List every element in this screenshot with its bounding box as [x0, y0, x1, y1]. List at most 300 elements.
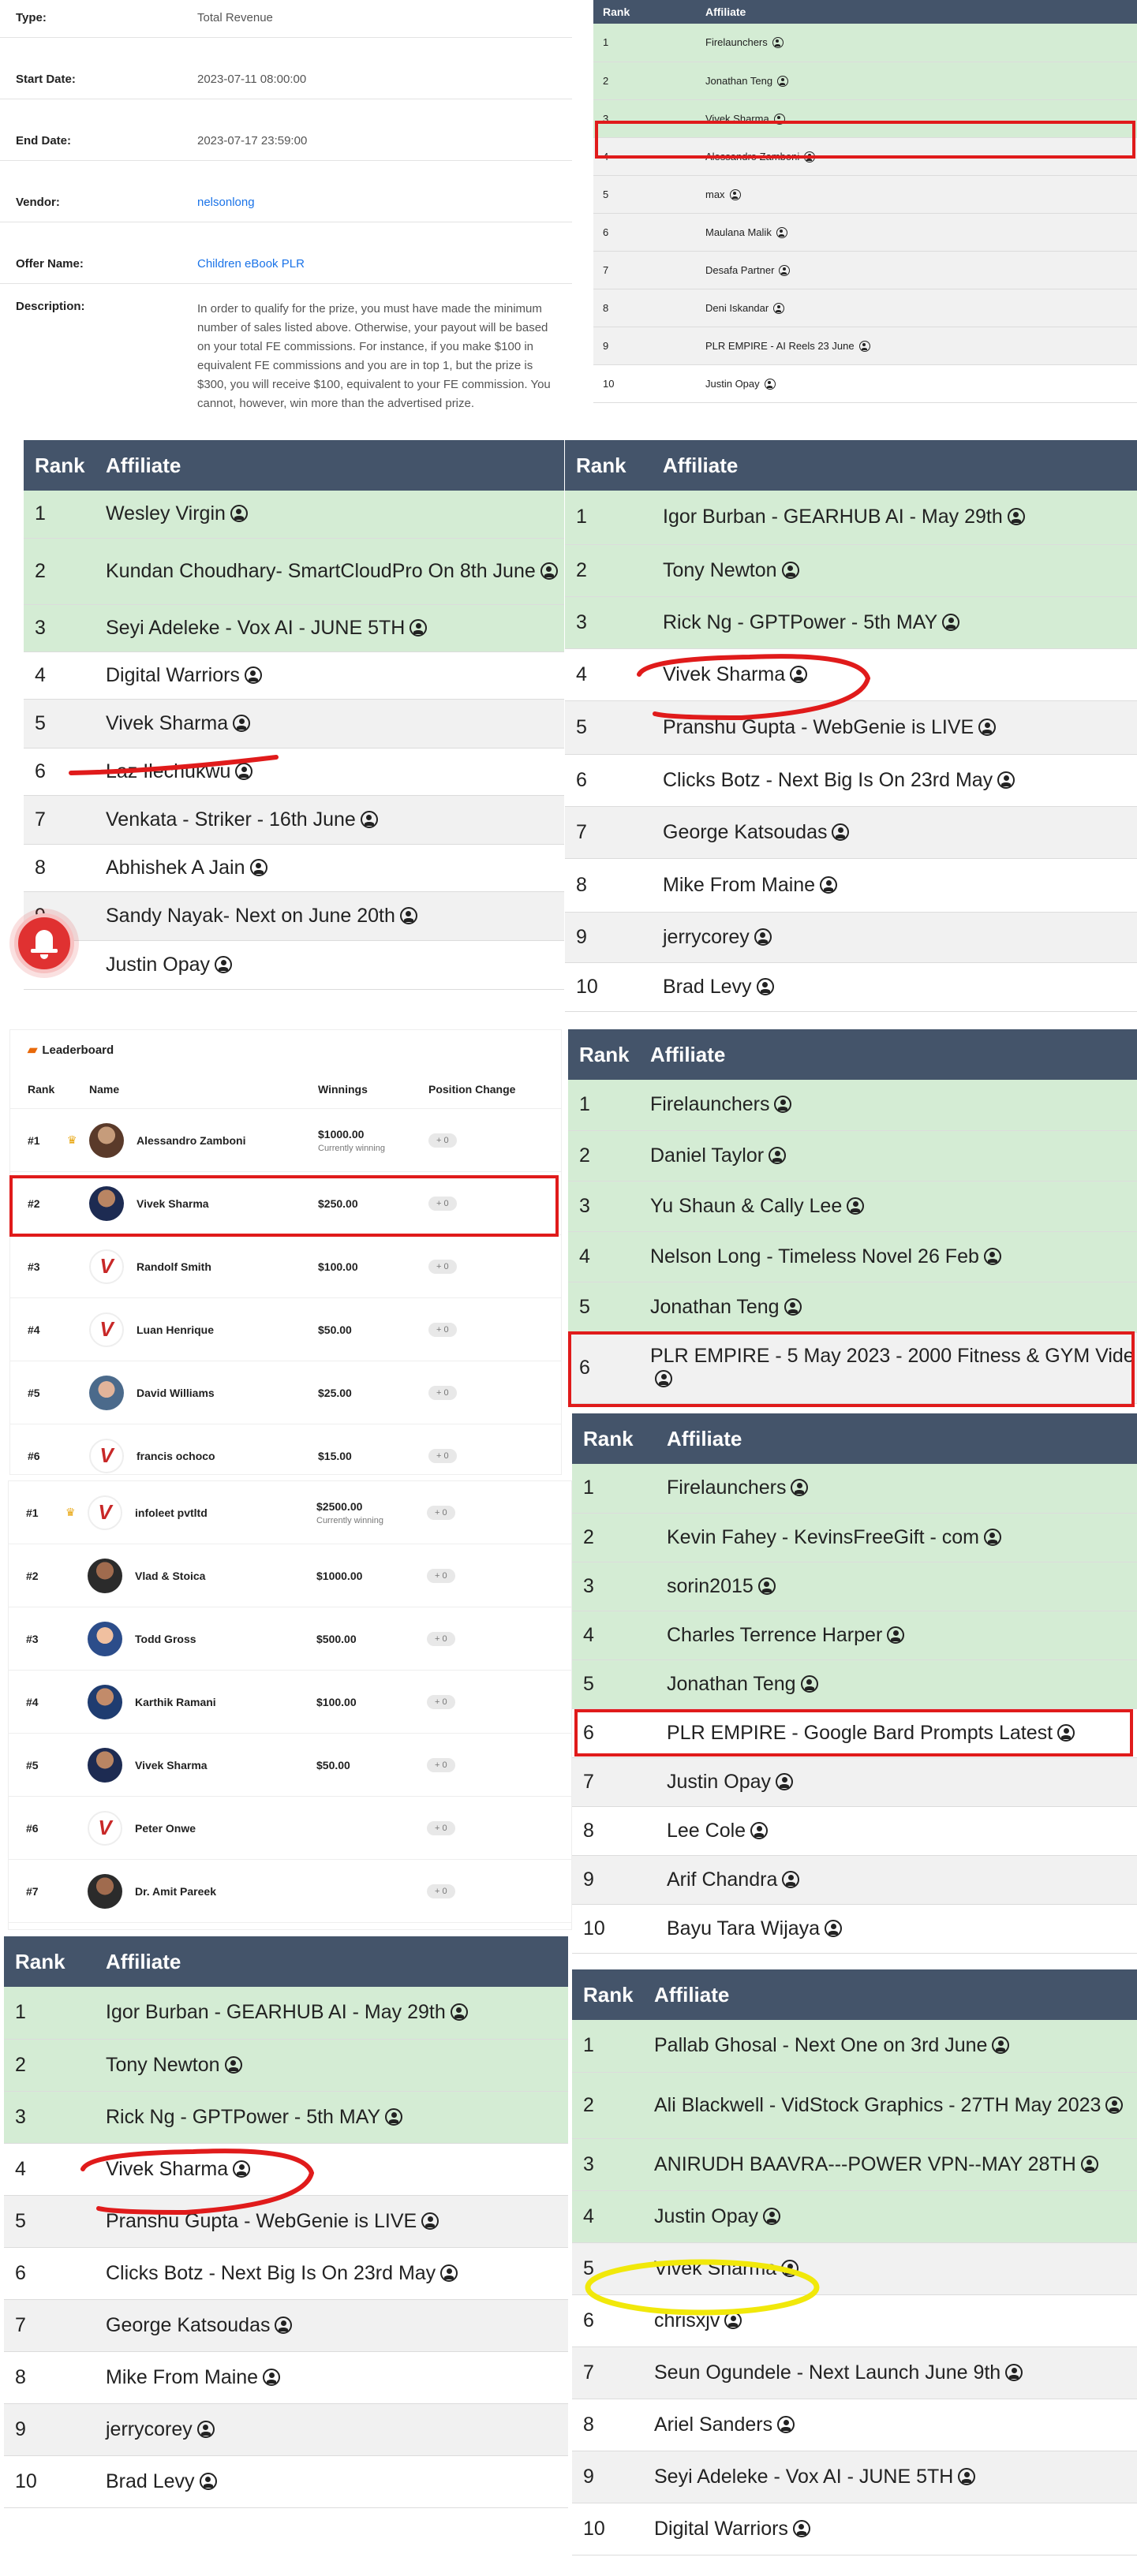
rank-cell: 8 [565, 858, 652, 912]
rank-cell: 1 [568, 1080, 639, 1130]
winnings-cell [318, 1387, 428, 1399]
user-circle-icon [942, 614, 959, 631]
user-circle-icon [978, 719, 996, 736]
name-cell [88, 1559, 316, 1593]
affiliate-header: Affiliate [95, 1936, 568, 1987]
detail-row-description: Description: In order to qualify for the prize, you must have made the minimum number of sales listed above. Otherwise, your payout will be based on your total FE commissions. For instance, if you make $100 in equivalent FE commissions and you are in top 1, but the prize is $300, you will receive $100, equivalent to your FE commission. You cannot, however, win more than the advertised prize. [16, 300, 551, 410]
winnings-value: $15.00 [318, 1449, 352, 1462]
rank-cell: 1 [593, 24, 696, 62]
rank-cell: 10 [593, 364, 696, 402]
table-row [568, 1282, 1137, 1332]
affiliate-name: Vivek Sharma [705, 112, 769, 125]
user-circle-icon [215, 956, 232, 973]
name-cell [88, 1748, 316, 1783]
user-circle-icon [781, 2260, 799, 2277]
table-row [593, 251, 1137, 289]
table-row [4, 2299, 568, 2351]
winnings-value: $50.00 [316, 1758, 350, 1771]
user-circle-icon [763, 2208, 780, 2225]
table-row [565, 491, 1137, 544]
rank-header: Rank [24, 440, 95, 491]
table-row [4, 1987, 568, 2039]
affiliate-name: Mike From Maine [106, 2365, 259, 2388]
detail-row-start-date: Start Date: 2023-07-11 08:00:00 [0, 38, 572, 99]
rank-cell: #3 [28, 1260, 40, 1273]
affiliate-cell [652, 491, 1137, 544]
user-circle-icon [1081, 2156, 1098, 2173]
table-row [565, 858, 1137, 912]
winnings-cell [316, 1500, 427, 1525]
table-row [568, 1130, 1137, 1181]
rank-cell: 8 [24, 844, 95, 891]
affiliate-cell [696, 213, 1137, 251]
user-circle-icon [1008, 508, 1025, 525]
user-circle-icon [451, 2003, 468, 2021]
user-circle-icon [820, 876, 837, 894]
rank-header: Rank [572, 1969, 643, 2020]
affiliate-name: Arif Chandra [667, 1868, 778, 1891]
table-row [593, 62, 1137, 99]
rank-cell: #4 [26, 1695, 39, 1708]
table-row [24, 604, 564, 651]
detail-row-end-date: End Date: 2023-07-17 23:59:00 [0, 99, 572, 161]
affiliate-cell [656, 1855, 1137, 1904]
rank-cell: 3 [568, 1181, 639, 1231]
affiliate-cell [643, 2451, 1137, 2503]
avatar [89, 1376, 124, 1410]
rank-cell: 7 [24, 795, 95, 844]
table-row [24, 748, 564, 795]
rank-cell: 3 [4, 2091, 95, 2143]
currently-winning-label: Currently winning [318, 1143, 385, 1153]
rank-cell: 3 [565, 596, 652, 648]
leaderboard-card-2 [8, 1480, 572, 1930]
table-row [572, 2072, 1137, 2138]
rank-cell: 3 [593, 99, 696, 137]
name-cell [89, 1312, 318, 1347]
affiliate-name: Desafa Partner [705, 263, 775, 276]
affiliate-cell [656, 1659, 1137, 1708]
affiliate-cell [652, 806, 1137, 858]
affiliate-cell [643, 2138, 1137, 2190]
rank-cell: 4 [4, 2143, 95, 2195]
affiliate-name: Justin Opay [667, 1770, 772, 1793]
table-row [572, 1904, 1137, 1953]
table-row [565, 806, 1137, 858]
member-name: Alessandro Zamboni [137, 1133, 246, 1147]
table-row [565, 962, 1137, 1011]
rank-cell: 5 [565, 700, 652, 754]
affiliate-name: Justin Opay [654, 2205, 759, 2227]
affiliate-name: Vivek Sharma [106, 711, 229, 734]
affiliate-cell [95, 491, 564, 538]
rank-cell: 7 [593, 251, 696, 289]
affiliate-cell [656, 1757, 1137, 1806]
affiliate-name: Igor Burban - GEARHUB AI - May 29th [106, 2001, 446, 2024]
avatar [89, 1123, 124, 1158]
member-name: francis ochoco [137, 1449, 215, 1462]
rank-cell: 2 [593, 62, 696, 99]
table-row [572, 1757, 1137, 1806]
affiliate-header: Affiliate [656, 1413, 1137, 1464]
rank-header: Rank [4, 1936, 95, 1987]
user-circle-icon [791, 1479, 808, 1496]
user-circle-icon [410, 619, 427, 637]
affiliate-name: Ariel Sanders [654, 2413, 773, 2436]
table-row [24, 651, 564, 699]
affiliate-cell [95, 748, 564, 795]
user-circle-icon [230, 505, 248, 522]
position-change-cell [427, 1505, 571, 1520]
highlight-box-plr-empire-2 [574, 1709, 1133, 1757]
member-name: Peter Onwe [135, 1821, 196, 1835]
winnings-value: $250.00 [318, 1197, 358, 1210]
leaderboard-columns: Rank Name Winnings Position Change [10, 1070, 561, 1109]
affiliate-cell [696, 24, 1137, 62]
position-change-badge: + 0 [427, 1884, 455, 1898]
user-circle-icon [724, 2312, 742, 2329]
table-row [572, 2294, 1137, 2346]
name-cell [89, 1123, 318, 1158]
table-row [565, 754, 1137, 806]
affiliate-name: Rick Ng - GPTPower - 5th MAY [663, 610, 938, 633]
affiliate-name: Clicks Botz - Next Big Is On 23rd May [663, 768, 993, 791]
rank-cell: 4 [565, 648, 652, 700]
rank-cell: #4 [28, 1323, 40, 1336]
user-circle-icon [859, 341, 870, 352]
rank-cell: #6 [26, 1821, 39, 1835]
leaderboard-row [10, 1235, 561, 1298]
table-row [4, 2351, 568, 2403]
position-change-badge: + 0 [427, 1569, 455, 1583]
affiliate-name: George Katsoudas [106, 2313, 271, 2336]
winnings-value: $2500.00 [316, 1499, 363, 1513]
name-cell [89, 1249, 318, 1284]
highlight-box-vivek [595, 121, 1135, 159]
rank-cell: 10 [572, 2503, 643, 2555]
user-circle-icon [233, 715, 250, 732]
table-row [568, 1080, 1137, 1130]
rank-cell: 6 [568, 1332, 639, 1403]
user-circle-icon [250, 859, 267, 876]
table-row [568, 1181, 1137, 1231]
rank-cell: 5 [568, 1282, 639, 1332]
user-circle-icon [832, 823, 849, 841]
rank-cell: 10 [4, 2455, 95, 2507]
table-row [593, 327, 1137, 364]
detail-row-vendor: Vendor: nelsonlong [0, 161, 572, 222]
table-row [565, 648, 1137, 700]
position-change-cell [427, 1883, 571, 1898]
rank-header: Rank [568, 1029, 639, 1080]
leaderboard-table-c [565, 440, 1137, 1025]
position-change-badge: + 0 [427, 1506, 455, 1520]
rank-cell: 6 [4, 2247, 95, 2299]
winnings-value: $100.00 [318, 1260, 358, 1273]
affiliate-name: Vivek Sharma [654, 2257, 777, 2279]
notification-bell-icon[interactable] [14, 913, 74, 973]
affiliate-cell [652, 858, 1137, 912]
user-circle-icon [958, 2468, 975, 2485]
user-circle-icon [772, 37, 784, 48]
position-change-cell [428, 1385, 561, 1400]
affiliate-name: Pranshu Gupta - WebGenie is LIVE [663, 715, 974, 738]
affiliate-cell [639, 1231, 1137, 1282]
affiliate-cell [652, 648, 1137, 700]
affiliate-name: Ali Blackwell - VidStock Graphics - 27TH May 2023 [654, 2093, 1101, 2116]
affiliate-cell [652, 754, 1137, 806]
position-change-badge: + 0 [427, 1758, 455, 1772]
affiliate-name: Seun Ogundele - Next Launch June 9th [654, 2361, 1001, 2384]
avatar: V [89, 1312, 124, 1347]
user-circle-icon [225, 2056, 242, 2074]
affiliate-cell [95, 2403, 568, 2455]
rank-cell: 6 [572, 1708, 656, 1757]
affiliate-name: Wesley Virgin [106, 502, 226, 525]
user-circle-icon [757, 978, 774, 995]
table-row [565, 544, 1137, 596]
affiliate-cell [696, 251, 1137, 289]
affiliate-name: Kevin Fahey - KevinsFreeGift - com [667, 1525, 979, 1548]
user-circle-icon [730, 189, 741, 200]
position-change-cell [427, 1820, 571, 1835]
user-circle-icon [200, 2473, 217, 2490]
affiliate-cell [643, 2294, 1137, 2346]
affiliate-header: Affiliate [639, 1029, 1137, 1080]
member-name: David Williams [137, 1386, 215, 1399]
rank-cell: 9 [572, 2451, 643, 2503]
avatar: V [89, 1439, 124, 1473]
avatar [88, 1685, 122, 1719]
affiliate-cell [95, 795, 564, 844]
rank-cell: #2 [28, 1197, 40, 1210]
user-circle-icon [245, 666, 262, 684]
affiliate-name: sorin2015 [667, 1574, 754, 1597]
affiliate-cell [95, 2299, 568, 2351]
table-row [572, 2242, 1137, 2294]
rank-cell: 6 [572, 2294, 643, 2346]
affiliate-name: Mike From Maine [663, 873, 816, 896]
affiliate-name: Seyi Adeleke - Vox AI - JUNE 5TH [654, 2465, 954, 2488]
affiliate-cell [95, 1987, 568, 2039]
affiliate-cell [643, 2242, 1137, 2294]
name-cell [89, 1376, 318, 1410]
avatar [88, 1748, 122, 1783]
rank-cell: 5 [24, 699, 95, 748]
table-row [4, 2039, 568, 2091]
affiliate-name: ANIRUDH BAAVRA---POWER VPN--MAY 28TH [654, 2152, 1076, 2175]
position-change-cell [428, 1322, 561, 1337]
affiliate-cell [639, 1130, 1137, 1181]
affiliate-cell [95, 699, 564, 748]
rank-cell: #2 [26, 1569, 39, 1582]
affiliate-name: Sandy Nayak- Next on June 20th [106, 904, 395, 927]
affiliate-name: chrisxjv [654, 2309, 720, 2331]
user-circle-icon [793, 2520, 810, 2537]
table-row [24, 844, 564, 891]
position-change-badge: + 0 [427, 1821, 455, 1835]
affiliate-cell [95, 538, 564, 604]
user-circle-icon [233, 2160, 250, 2178]
affiliate-name: Jonathan Teng [650, 1295, 780, 1318]
rank-cell: 1 [572, 2020, 643, 2072]
table-row [4, 2143, 568, 2195]
user-circle-icon [776, 227, 787, 238]
affiliate-name: Firelaunchers [650, 1093, 770, 1116]
leaderboard-table-b [24, 440, 564, 1025]
affiliate-cell [95, 2039, 568, 2091]
affiliate-cell [696, 175, 1137, 213]
position-change-badge: + 0 [428, 1449, 457, 1463]
user-circle-icon [765, 379, 776, 390]
avatar: V [88, 1811, 122, 1846]
rank-cell: 4 [593, 137, 696, 175]
member-name: Todd Gross [135, 1632, 196, 1645]
affiliate-cell [95, 940, 564, 989]
rank-cell: 7 [572, 2346, 643, 2399]
table-row [572, 1659, 1137, 1708]
table-row [572, 1611, 1137, 1659]
affiliate-name: Nelson Long - Timeless Novel 26 Feb [650, 1245, 979, 1267]
affiliate-cell [95, 891, 564, 940]
highlight-box-plr-empire [568, 1331, 1135, 1407]
affiliate-name: PLR EMPIRE - AI Reels 23 June [705, 339, 855, 352]
table-row [572, 1513, 1137, 1562]
winnings-cell [316, 1696, 427, 1708]
affiliate-name: Seyi Adeleke - Vox AI - JUNE 5TH [106, 616, 406, 639]
table-row [572, 1562, 1137, 1611]
affiliate-name: Laz Ilechukwu [106, 760, 231, 782]
name-cell [88, 1622, 316, 1656]
affiliate-name: Lee Cole [667, 1819, 746, 1842]
affiliate-cell [95, 2195, 568, 2247]
table-row [24, 940, 564, 989]
leaderboard-row [9, 1860, 571, 1923]
currently-winning-label: Currently winning [316, 1515, 383, 1525]
leaderboard-table-e [572, 1413, 1137, 1958]
user-circle-icon [776, 1773, 793, 1790]
user-circle-icon [984, 1248, 1001, 1265]
affiliate-name: max [705, 188, 725, 200]
affiliate-name: jerrycorey [663, 925, 750, 948]
winnings-cell [318, 1450, 428, 1462]
rank-cell: 2 [568, 1130, 639, 1181]
rank-cell: #7 [26, 1884, 39, 1898]
affiliate-name: PLR EMPIRE - 5 May 2023 - 2000 Fitness & GYM Vide [650, 1345, 1135, 1367]
user-circle-icon [385, 2108, 402, 2126]
table-row [24, 491, 564, 538]
leaderboard-row [9, 1544, 571, 1607]
detail-row-type: Type: Total Revenue [0, 0, 572, 38]
position-change-cell [427, 1568, 571, 1583]
affiliate-header: Affiliate [95, 440, 564, 491]
affiliate-name: Digital Warriors [654, 2517, 788, 2540]
position-change-badge: + 0 [427, 1695, 455, 1709]
highlight-box-vivek-card [9, 1175, 559, 1237]
rank-cell: #6 [28, 1449, 40, 1462]
rank-cell: 1 [24, 491, 95, 538]
member-name: Karthik Ramani [135, 1695, 216, 1708]
avatar [88, 1559, 122, 1593]
affiliate-name: Digital Warriors [106, 663, 240, 686]
affiliate-name: Rick Ng - GPTPower - 5th MAY [106, 2105, 381, 2128]
position-change-cell [427, 1694, 571, 1709]
avatar: V [89, 1249, 124, 1284]
position-change-badge: + 0 [428, 1133, 457, 1148]
affiliate-name: jerrycorey [106, 2417, 193, 2440]
affiliate-header: Affiliate [696, 0, 1137, 24]
user-circle-icon [1105, 2096, 1123, 2114]
user-circle-icon [361, 811, 378, 828]
affiliate-cell [652, 912, 1137, 962]
table-row [565, 912, 1137, 962]
position-change-badge: + 0 [428, 1260, 457, 1274]
user-circle-icon [825, 1920, 842, 1937]
position-change-cell [428, 1448, 561, 1463]
affiliate-cell [656, 1562, 1137, 1611]
table-row [593, 364, 1137, 402]
affiliate-name: Justin Opay [106, 953, 211, 976]
winnings-cell [318, 1323, 428, 1336]
table-row [572, 1806, 1137, 1855]
user-circle-icon [400, 907, 417, 924]
user-circle-icon [782, 562, 799, 579]
table-row [24, 795, 564, 844]
affiliate-cell [95, 2247, 568, 2299]
member-name: Vivek Sharma [135, 1758, 208, 1771]
affiliate-cell [652, 962, 1137, 1011]
rank-cell: #3 [26, 1632, 39, 1645]
affiliate-cell [696, 62, 1137, 99]
user-circle-icon [750, 1822, 768, 1839]
name-cell [89, 1439, 318, 1473]
table-row [24, 538, 564, 604]
affiliate-cell [656, 1806, 1137, 1855]
leaderboard-title: ▰ Leaderboard [28, 1043, 114, 1057]
affiliate-name: Bayu Tara Wijaya [667, 1917, 821, 1939]
vendor-link[interactable]: nelsonlong [197, 196, 255, 209]
member-name: Vivek Sharma [137, 1197, 209, 1210]
user-circle-icon [235, 763, 252, 780]
user-circle-icon [847, 1197, 864, 1215]
affiliate-name: Jonathan Teng [667, 1672, 796, 1695]
affiliate-cell [643, 2190, 1137, 2242]
user-circle-icon [984, 1529, 1001, 1546]
affiliate-cell [639, 1181, 1137, 1231]
rank-cell: 3 [572, 2138, 643, 2190]
rank-cell: 6 [593, 213, 696, 251]
table-row [572, 1464, 1137, 1513]
affiliate-name: Yu Shaun & Cally Lee [650, 1194, 843, 1217]
winnings-value: $500.00 [316, 1632, 357, 1645]
affiliate-name: Vivek Sharma [106, 2157, 229, 2180]
table-row [572, 1855, 1137, 1904]
winnings-value: $1000.00 [318, 1127, 365, 1141]
rank-cell: 8 [4, 2351, 95, 2403]
winnings-value: $50.00 [318, 1323, 352, 1336]
leaderboard-row [9, 1797, 571, 1860]
leaderboard-row [10, 1109, 561, 1172]
affiliate-cell [643, 2072, 1137, 2138]
offer-link[interactable]: Children eBook PLR [197, 257, 305, 271]
rank-cell: 10 [565, 962, 652, 1011]
affiliate-name: Daniel Taylor [650, 1144, 765, 1167]
user-circle-icon [784, 1298, 802, 1316]
winnings-cell [316, 1759, 427, 1771]
table-row [4, 2247, 568, 2299]
name-cell [88, 1874, 316, 1909]
table-row [24, 891, 564, 940]
